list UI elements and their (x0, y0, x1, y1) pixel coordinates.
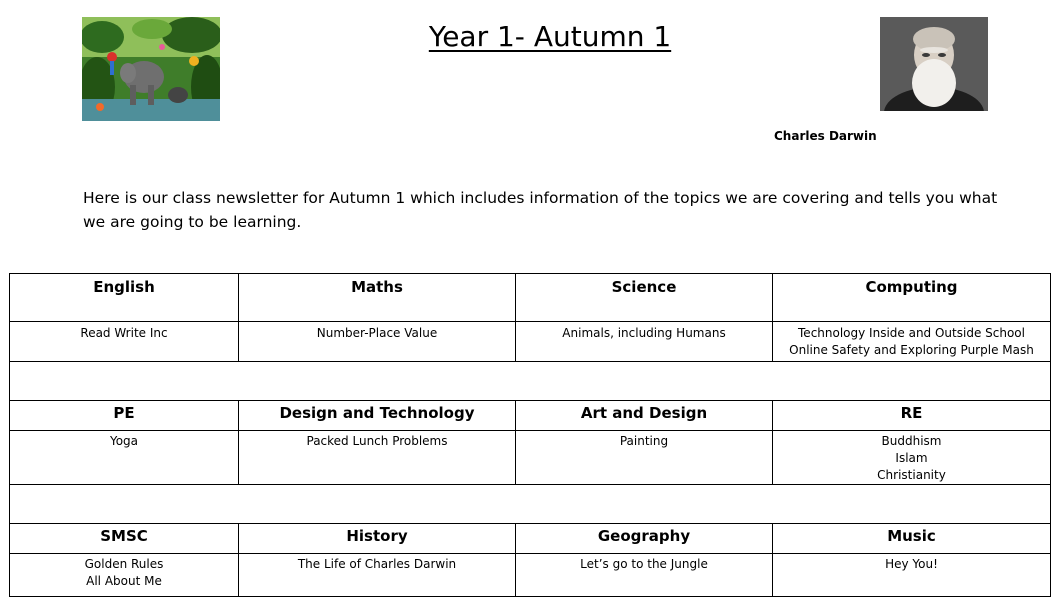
subject-name: Geography (516, 524, 773, 554)
subject-name: RE (773, 401, 1051, 431)
subject-name: Maths (239, 274, 516, 322)
spacer-cell (10, 485, 1051, 524)
subject-topics-row (10, 322, 1051, 362)
topic-line: Packed Lunch Problems (306, 434, 448, 448)
subject-name: Computing (773, 274, 1051, 322)
topic-line: Golden Rules (84, 557, 164, 571)
subject-header-row (10, 274, 1051, 322)
subject-header-row (10, 524, 1051, 554)
subject-topics-row (10, 554, 1051, 597)
subject-topics (239, 322, 516, 362)
topic-line: Let’s go to the Jungle (580, 557, 708, 571)
subject-topics-row (10, 431, 1051, 485)
spacer-cell (10, 362, 1051, 401)
subject-topics (239, 431, 516, 485)
topic-line: Hey You! (885, 557, 938, 571)
subject-topics (773, 322, 1051, 362)
topic-line: Read Write Inc (80, 326, 168, 340)
spacer-row (10, 485, 1051, 524)
subject-topics (516, 554, 773, 597)
topic-line: Technology Inside and Outside School (798, 326, 1025, 340)
topic-line: Yoga (109, 434, 139, 448)
subjects-table (9, 273, 1051, 597)
topic-line: Christianity (877, 468, 946, 482)
topic-line: All About Me (86, 574, 162, 588)
intro-paragraph: Here is our class newsletter for Autumn 1 which includes information of the topics we are covering and tells you what we are going to be learning. (83, 189, 998, 231)
subject-topics (239, 554, 516, 597)
subject-topics (10, 554, 239, 597)
subject-topics (516, 431, 773, 485)
topic-line: Online Safety and Exploring Purple Mash (789, 343, 1034, 357)
portrait-caption: Charles Darwin (774, 129, 877, 143)
subject-name: History (239, 524, 516, 554)
subject-name: Design and Technology (239, 401, 516, 431)
subject-name: Music (773, 524, 1051, 554)
subject-topics (773, 554, 1051, 597)
topic-line: The Life of Charles Darwin (297, 557, 457, 571)
subject-header-row (10, 401, 1051, 431)
topic-line: Buddhism (881, 434, 942, 448)
topic-line: Number-Place Value (316, 326, 438, 340)
topic-line: Painting (619, 434, 669, 448)
spacer-row (10, 362, 1051, 401)
topic-line: Animals, including Humans (562, 326, 726, 340)
subject-topics (10, 431, 239, 485)
subject-name: SMSC (10, 524, 239, 554)
subject-name: Science (516, 274, 773, 322)
subject-name: PE (10, 401, 239, 431)
subject-name: English (10, 274, 239, 322)
subject-name: Art and Design (516, 401, 773, 431)
charles-darwin-portrait (880, 17, 988, 111)
subject-topics (10, 322, 239, 362)
topic-line: Islam (895, 451, 928, 465)
subject-topics (773, 431, 1051, 485)
page-title: Year 1- Autumn 1 (428, 20, 672, 53)
subject-topics (516, 322, 773, 362)
